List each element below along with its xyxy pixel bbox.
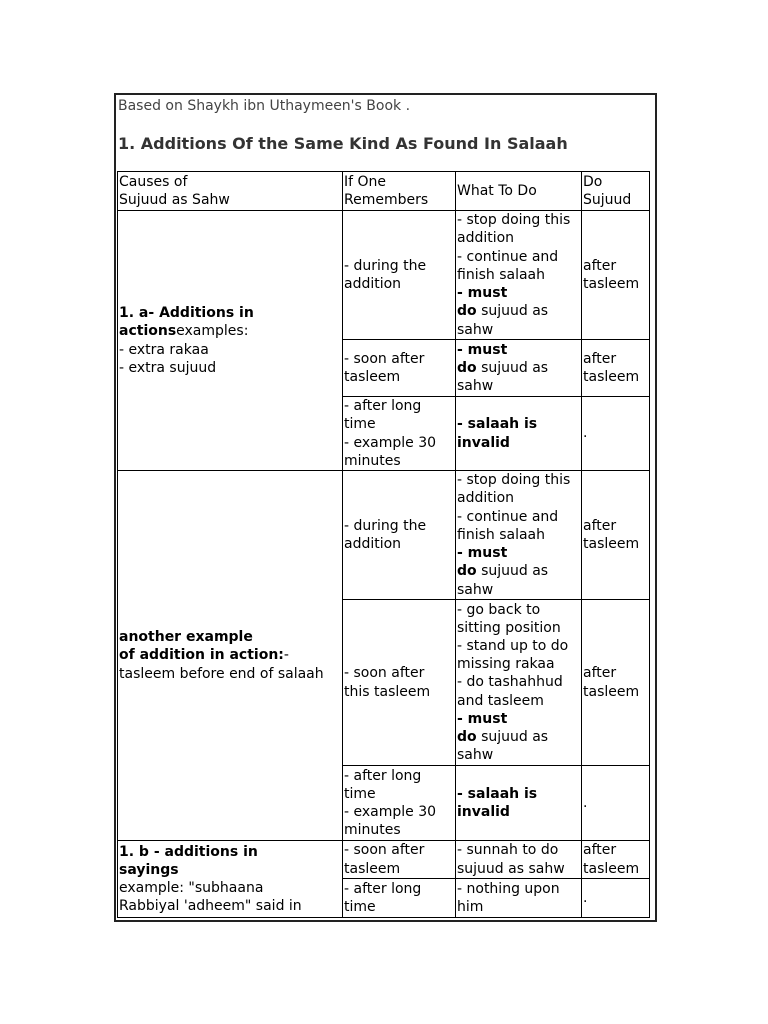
todo-text: - go back to sitting position xyxy=(457,601,561,636)
todo-must: - must xyxy=(457,285,508,302)
todo-must-do: do xyxy=(457,303,477,320)
cause-line: example: "subhaana xyxy=(119,880,264,896)
cause-cell xyxy=(118,211,343,471)
sujuud-cell xyxy=(582,211,650,340)
sujuud-text: after xyxy=(583,665,617,682)
when-text: - example 30 xyxy=(344,804,437,820)
sujuud-text: tasleem xyxy=(583,369,640,385)
todo-text: - sunnah to do xyxy=(457,842,559,859)
sujuud-text: after xyxy=(583,842,617,859)
when-cell xyxy=(343,766,456,841)
section-heading: 1. Additions Of the Same Kind As Found In Salaah xyxy=(118,134,568,153)
todo-text: - continue and finish salaah xyxy=(457,248,559,283)
when-text: - after long xyxy=(344,767,422,784)
when-text: time xyxy=(344,785,376,802)
header-text: Causes of xyxy=(119,173,188,190)
when-text: minutes xyxy=(344,822,401,839)
when-cell xyxy=(343,397,456,471)
table-row xyxy=(118,841,650,879)
when-text: time xyxy=(344,899,376,915)
sujuud-cell xyxy=(582,340,650,397)
todo-cell xyxy=(456,766,582,841)
when-text: - after long xyxy=(344,880,422,897)
todo-cell xyxy=(456,211,582,340)
cause-title: sayings xyxy=(119,861,179,878)
header-text: Do xyxy=(583,173,603,190)
todo-cell xyxy=(456,397,582,471)
header-text: If One xyxy=(344,173,387,190)
when-text: minutes xyxy=(344,452,401,469)
cause-line: - extra rakaa xyxy=(119,341,209,358)
when-text: - example 30 xyxy=(344,434,437,451)
todo-text: - do tashahhud and tasleem xyxy=(457,674,563,709)
table-header-row xyxy=(118,172,650,211)
sujuud-text: tasleem xyxy=(583,860,640,877)
when-text: time xyxy=(344,416,376,433)
todo-must: - must xyxy=(457,710,508,727)
sujuud-cell xyxy=(582,841,650,879)
when-text: - during the xyxy=(344,517,427,534)
cause-cell xyxy=(118,471,343,841)
todo-text: sujuud as sahw xyxy=(457,303,549,338)
cause-title: of addition in action: xyxy=(119,647,284,664)
header-do-sujuud xyxy=(582,172,650,211)
cause-cell xyxy=(118,841,343,918)
header-remembers xyxy=(343,172,456,211)
sujuud-cell xyxy=(582,471,650,600)
todo-text: sujuud as sahw xyxy=(457,563,549,598)
when-cell xyxy=(343,211,456,340)
todo-cell xyxy=(456,340,582,397)
table-row xyxy=(118,211,650,340)
when-cell xyxy=(343,471,456,600)
cause-title: another example xyxy=(119,629,253,646)
todo-must: - must xyxy=(457,545,508,562)
todo-text: - stand up to do missing rakaa xyxy=(457,637,569,673)
cause-title: 1. b - additions in xyxy=(119,843,258,860)
when-text: this tasleem xyxy=(344,683,431,700)
table-row xyxy=(118,471,650,600)
sujuud-cell xyxy=(582,600,650,766)
todo-text: sujuud as sahw xyxy=(457,359,549,395)
when-text: addition xyxy=(344,536,402,552)
todo-text: sujuud as sahw xyxy=(457,860,565,877)
todo-cell xyxy=(456,471,582,600)
todo-cell xyxy=(456,841,582,879)
header-text: Sujuud as Sahw xyxy=(119,192,230,208)
todo-invalid: - salaah is xyxy=(457,785,538,802)
todo-cell xyxy=(456,879,582,918)
todo-text: - stop doing this addition xyxy=(457,212,571,247)
when-text: - soon after xyxy=(344,665,425,682)
todo-text: - stop doing this addition xyxy=(457,472,571,507)
todo-text: him xyxy=(457,899,484,915)
todo-cell xyxy=(456,600,582,766)
cause-line: - extra sujuud xyxy=(119,359,217,376)
when-cell xyxy=(343,879,456,918)
when-text: tasleem xyxy=(344,860,401,877)
when-text: - soon after xyxy=(344,842,425,859)
todo-must-do: do xyxy=(457,359,477,376)
todo-invalid: - salaah is xyxy=(457,416,538,433)
document-frame xyxy=(114,93,657,922)
cause-line: tasleem before end of salaah xyxy=(119,665,324,682)
cause-title: 1. a- Additions in actions xyxy=(119,305,254,340)
when-cell xyxy=(343,340,456,397)
todo-text: sujuud as sahw xyxy=(457,729,549,764)
todo-must-do: do xyxy=(457,563,477,580)
todo-must-do: do xyxy=(457,729,477,745)
when-text: - after long xyxy=(344,398,422,415)
when-text: - during the xyxy=(344,257,427,274)
when-cell xyxy=(343,600,456,766)
when-text: - soon after xyxy=(344,350,425,367)
sujuud-cell: . xyxy=(582,879,650,918)
sujuud-text: after xyxy=(583,350,617,367)
header-what-to-do: What To Do xyxy=(456,172,582,211)
sujuud-text: after xyxy=(583,257,617,274)
header-text: Sujuud xyxy=(583,192,632,208)
todo-invalid: invalid xyxy=(457,434,510,451)
cause-title-tail: examples: xyxy=(176,323,249,340)
sujuud-text: tasleem xyxy=(583,536,640,552)
sujuud-text: after xyxy=(583,517,617,534)
todo-text: - continue and finish salaah xyxy=(457,508,559,543)
cause-title-tail: - xyxy=(283,647,289,664)
todo-invalid: invalid xyxy=(457,804,510,820)
header-text: Remembers xyxy=(344,192,429,208)
todo-text: - nothing upon xyxy=(457,880,560,897)
cause-line: Rabbiyal 'adheem" said in xyxy=(119,898,302,915)
sujuud-cell: . xyxy=(582,397,650,471)
sujuud-table xyxy=(117,171,650,918)
when-text: addition xyxy=(344,276,402,292)
sujuud-text: tasleem xyxy=(583,683,640,700)
sujuud-cell: . xyxy=(582,766,650,841)
when-text: tasleem xyxy=(344,369,401,385)
when-cell xyxy=(343,841,456,879)
sujuud-text: tasleem xyxy=(583,276,640,292)
intro-text: Based on Shaykh ibn Uthaymeen's Book . xyxy=(118,98,411,114)
todo-must: - must xyxy=(457,341,508,358)
header-causes xyxy=(118,172,343,211)
